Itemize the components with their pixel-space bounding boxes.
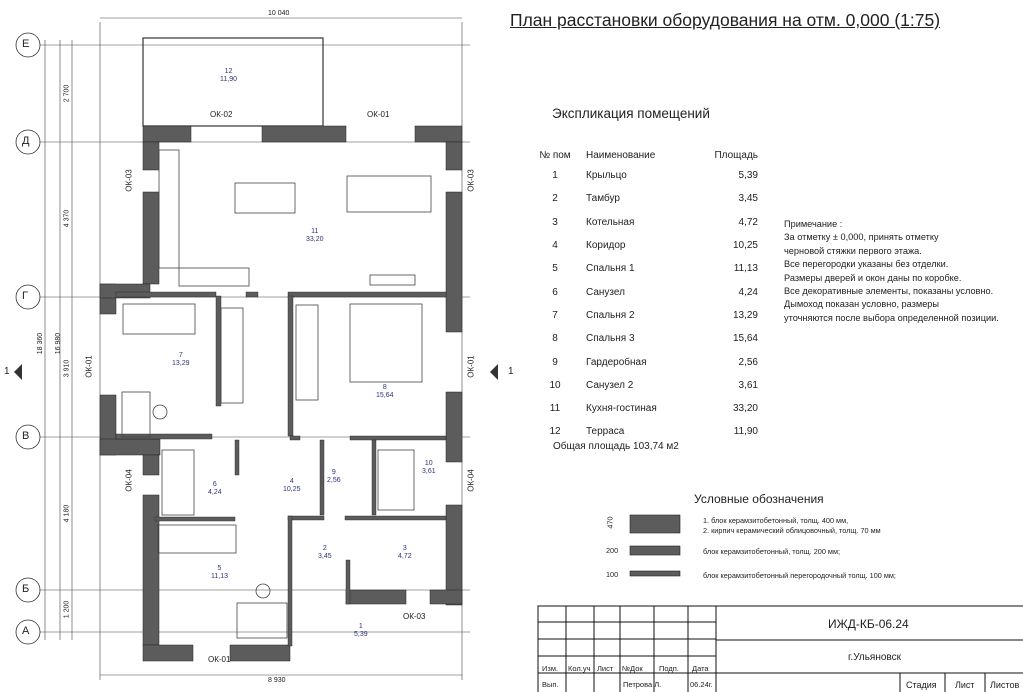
table-row — [532, 374, 758, 397]
stamp-cell: Петрова Л. — [623, 680, 662, 689]
section-label-left: 1 — [4, 366, 10, 377]
cell: 6 — [552, 286, 558, 298]
window-label: ОК-03 — [124, 169, 134, 192]
stamp-header: №Док — [622, 664, 643, 673]
table-row — [532, 164, 758, 187]
stamp-header: Дата — [692, 664, 709, 673]
dim-segment: 4 370 — [63, 209, 71, 228]
total-area: Общая площадь 103,74 м2 — [553, 441, 679, 452]
axis-label-e: Е — [22, 38, 30, 50]
room-label: 3 4,72 — [398, 545, 412, 560]
note-line: Дымоход показан условно, размеры — [784, 299, 940, 310]
cell: 2,56 — [738, 356, 758, 368]
legend-title: Условные обозначения — [694, 492, 824, 506]
table-row — [532, 280, 758, 303]
window-label: ОК-03 — [466, 169, 476, 192]
legend-dim: 200 — [606, 546, 619, 555]
stamp-header: Изм. — [542, 664, 559, 673]
window-label: ОК-01 — [466, 355, 476, 378]
window-label: ОК-02 — [210, 110, 233, 119]
stamp-cell: 06.24г. — [690, 680, 713, 689]
cell: 3,61 — [738, 379, 758, 391]
cell: 4 — [552, 240, 558, 252]
dim-left-inner: 16 980 — [55, 332, 63, 355]
room-label: 12 11,90 — [220, 68, 237, 83]
room-label: 1 5,39 — [354, 623, 368, 638]
table-row — [532, 211, 758, 234]
room-label: 2 3,45 — [318, 545, 332, 560]
window-label: ОК-04 — [124, 469, 134, 492]
cell: 8 — [552, 333, 558, 345]
note-line: уточняются после выбора определенной позиции. — [784, 312, 999, 323]
column-header: Площадь — [714, 149, 758, 161]
cell: Тамбур — [586, 193, 620, 205]
cell: Котельная — [586, 216, 635, 228]
window-label: ОК-01 — [84, 355, 94, 378]
section-label-right: 1 — [508, 366, 514, 377]
legend-text: блок керамзитобетонный, толщ. 200 мм; — [703, 547, 840, 556]
note-line: Все перегородки указаны без отделки. — [784, 259, 949, 270]
table-row — [532, 304, 758, 327]
note-line: Размеры дверей и окон даны по коробке. — [784, 272, 962, 283]
legend-text: блок керамзитобетонный перегородочный толщ. 100 мм; — [703, 571, 896, 580]
room-label: 11 33,20 — [306, 228, 324, 243]
axis-label-g: Г — [22, 290, 28, 302]
column-header: № пом — [539, 149, 571, 161]
cell: 10 — [549, 379, 561, 391]
column-header: Наименование — [586, 149, 656, 161]
room-label: 7 13,29 — [172, 352, 190, 367]
note-line: Примечание : — [784, 219, 843, 229]
dim-segment: 1 200 — [63, 600, 71, 619]
explication-title: Экспликация помещений — [552, 106, 710, 121]
legend-dim: 470 — [605, 516, 615, 529]
explication-table — [532, 146, 758, 444]
cell: 13,29 — [732, 309, 758, 321]
cell: Санузел 2 — [586, 379, 634, 391]
cell: 10,25 — [732, 240, 758, 252]
cell: Кухня-гостиная — [586, 403, 657, 415]
table-row — [532, 257, 758, 280]
note-line: Все декоративные элементы, показаны условно. — [784, 286, 994, 297]
room-label: 5 11,13 — [211, 565, 228, 580]
cell: Терраса — [586, 426, 625, 438]
dim-segment: 2 700 — [63, 84, 71, 103]
cell: 15,64 — [732, 333, 758, 345]
table-row — [532, 187, 758, 210]
stamp-code: ИЖД-КБ-06.24 — [828, 617, 909, 631]
notes — [784, 218, 999, 325]
room-label: 4 10,25 — [283, 478, 301, 493]
cell: 3 — [552, 216, 558, 228]
cell: 11,13 — [733, 263, 758, 275]
stamp-city: г.Ульяновск — [848, 652, 902, 663]
note-line: черновой стяжки первого этажа. — [784, 245, 922, 256]
table-row — [532, 397, 758, 420]
page-title: План расстановки оборудования на отм. 0,000 (1:75) — [510, 10, 941, 30]
legend-dim: 100 — [606, 570, 619, 579]
cell: Коридор — [586, 240, 626, 252]
dim-top: 10 040 — [268, 10, 290, 17]
cell: Спальня 2 — [586, 309, 635, 321]
cell: Гардеробная — [586, 356, 647, 368]
legend-text: 2. кирпич керамический облицовочный, толщ. 70 мм — [703, 526, 881, 535]
cell: 12 — [549, 426, 561, 438]
cell: 11 — [549, 403, 561, 415]
cell: 33,20 — [732, 403, 758, 415]
cell: Санузел — [586, 286, 625, 298]
axis-label-d: Д — [22, 135, 30, 147]
axis-label-b: Б — [22, 583, 30, 595]
room-label: 8 15,64 — [376, 384, 394, 399]
room-label: 9 2,56 — [327, 469, 341, 484]
cell: 4,24 — [738, 286, 758, 298]
cell: 3,45 — [738, 193, 758, 205]
stamp-header: Подп. — [659, 664, 679, 673]
dim-segment: 4 180 — [63, 504, 71, 523]
table-row — [532, 234, 758, 257]
cell: 7 — [552, 309, 558, 321]
window-label: ОК-04 — [466, 469, 476, 492]
cell: 11,90 — [733, 426, 758, 438]
cell: Крыльцо — [586, 170, 627, 182]
stamp-header: Лист — [597, 664, 614, 673]
window-label: ОК-03 — [403, 612, 426, 621]
cell: Спальня 1 — [586, 263, 635, 275]
room-label: 10 3,61 — [422, 460, 436, 475]
table-row — [532, 350, 758, 373]
cell: 2 — [552, 193, 558, 205]
cell: 4,72 — [738, 216, 758, 228]
cell: 1 — [552, 170, 558, 182]
dim-bottom: 8 930 — [268, 677, 286, 684]
cell: 5 — [552, 263, 558, 275]
table-row — [532, 327, 758, 350]
cell: Спальня 3 — [586, 333, 635, 345]
room-label: 6 4,24 — [208, 481, 222, 496]
stamp-cell: Вып. — [542, 680, 559, 689]
legend-text: 1. блок керамзитобетонный, толщ. 400 мм, — [703, 516, 849, 525]
window-label: ОК-01 — [367, 110, 390, 119]
cell: 5,39 — [738, 170, 758, 182]
stamp-header: Кол.уч — [568, 664, 591, 673]
dim-left-outer: 18 360 — [37, 332, 45, 355]
stamp-cell: Стадия — [906, 680, 937, 690]
axis-label-a: А — [22, 625, 30, 637]
stamp-cell: Лист — [955, 680, 975, 690]
note-line: За отметку ± 0,000, принять отметку — [784, 232, 939, 243]
cell: 9 — [552, 356, 558, 368]
dim-segment: 3 910 — [63, 359, 71, 378]
window-label: ОК-01 — [208, 655, 231, 664]
stamp-cell: Листов — [990, 680, 1020, 690]
axis-label-v: В — [22, 430, 30, 442]
